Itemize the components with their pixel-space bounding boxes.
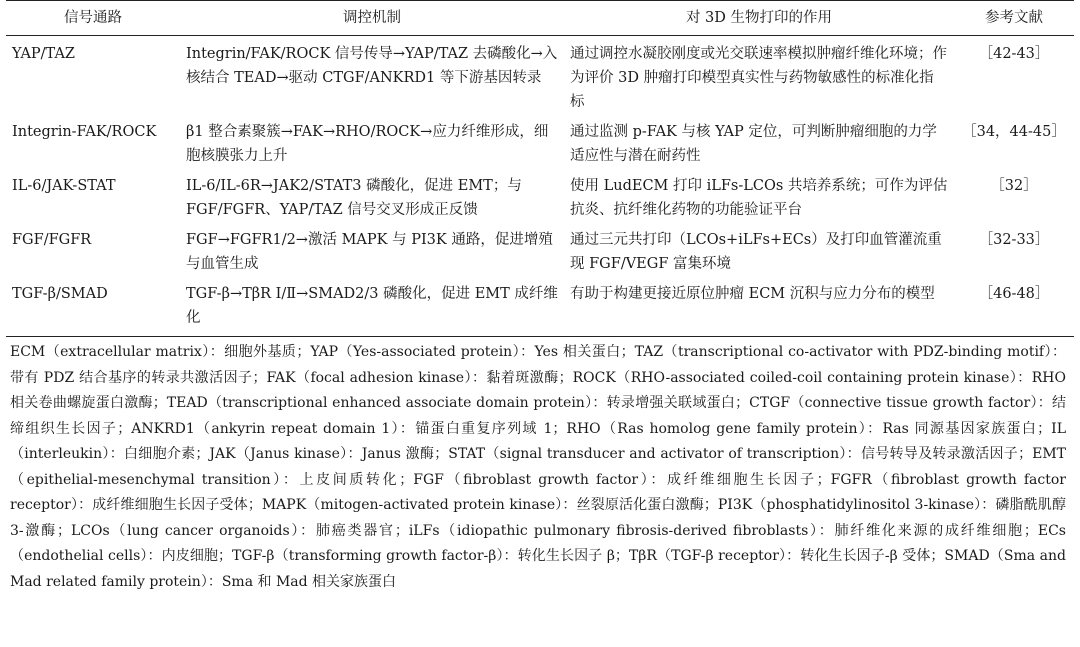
cell-mechanism: FGF→FGFR1/2→激活 MAPK 与 PI3K 通路，促进增殖与血管生成	[186, 232, 553, 272]
cell-references: ［34，44-45］	[962, 124, 1066, 140]
table-header	[6, 1, 1074, 36]
table-row	[6, 226, 1074, 280]
cell-pathway: FGF/FGFR	[12, 232, 92, 248]
header-role: 对 3D 生物打印的作用	[564, 1, 954, 36]
cell-pathway: Integrin-FAK/ROCK	[12, 124, 157, 140]
cell-mechanism: Integrin/FAK/ROCK 信号传导→YAP/TAZ 去磷酸化→入核结合 TEAD→驱动 CTGF/ANKRD1 等下游基因转录	[186, 46, 558, 86]
cell-role: 通过三元共打印（LCOs+iLFs+ECs）及打印血管灌流重现 FGF/VEGF 富集环境	[570, 232, 942, 272]
cell-references: ［46-48］	[954, 280, 1074, 337]
table-row	[6, 280, 1074, 337]
header-pathway: 信号通路	[6, 1, 180, 36]
table-row	[6, 118, 1074, 172]
cell-role: 有助于构建更接近原位肿瘤 ECM 沉积与应力分布的模型	[564, 280, 954, 337]
cell-mechanism: β1 整合素聚簇→FAK→RHO/ROCK→应力纤维形成，细胞核膜张力上升	[186, 124, 549, 164]
cell-role: 通过调控水凝胶刚度或光交联速率模拟肿瘤纤维化环境；作为评价 3D 肿瘤打印模型真实性与药物敏感性的标准化指标	[570, 46, 947, 110]
abbreviation-footnote: ECM（extracellular matrix）：细胞外基质；YAP（Yes-associated protein）：Yes 相关蛋白；TAZ（transcriptional co-activator with PDZ-binding motif）：带有 PDZ 结合基序的转录共激活因子；FAK（focal adhesion kinase）：黏着斑激酶；ROCK（RHO-associated coiled-coil containing protein kinase）：RHO 相关卷曲螺旋蛋白激酶；TEAD（transcriptional enhanced associate domain protein）：转录增强关联域蛋白；CTGF（connective tissue growth factor）：结缔组织生长因子；ANKRD1（ankyrin repeat domain 1）：锚蛋白重复序列域 1；RHO（Ras homolog gene family protein）：Ras 同源基因家族蛋白；IL（interleukin）：白细胞介素；JAK（Janus kinase）：Janus 激酶；STAT（signal transducer and activator of transcription）：信号转导及转录激活因子；EMT（epithelial-mesenchymal transition）：上皮间质转化；FGF（fibroblast growth factor）：成纤维细胞生长因子；FGFR（fibroblast growth factor receptor）：成纤维细胞生长因子受体；MAPK（mitogen-activated protein kinase）：丝裂原活化蛋白激酶；PI3K（phosphatidylinositol 3-kinase）：磷脂酰肌醇 3-激酶；LCOs（lung cancer organoids）：肺癌类器官；iLFs（idiopathic pulmonary fibrosis-derived fibroblasts）：肺纤维化来源的成纤维细胞；ECs（endothelial cells）：内皮细胞；TGF-β（transforming growth factor-β）：转化生长因子 β；TβR（TGF-β receptor）：转化生长因子-β 受体；SMAD（Sma and Mad related family protein）：Sma 和 Mad 相关家族蛋白	[10, 344, 1066, 590]
cell-role: 通过监测 p-FAK 与核 YAP 定位，可判断肿瘤细胞的力学适应性与潜在耐药性	[570, 124, 937, 164]
cell-mechanism: IL-6/IL-6R→JAK2/STAT3 磷酸化，促进 EMT；与 FGF/FGFR、YAP/TAZ 信号交叉形成正反馈	[186, 178, 522, 218]
signaling-pathway-table	[6, 0, 1074, 337]
header-references: 参考文献	[954, 1, 1074, 36]
table-row	[6, 172, 1074, 226]
cell-references: ［32］	[990, 178, 1038, 194]
header-mechanism: 调控机制	[180, 1, 564, 36]
cell-mechanism: TGF-β→TβR Ⅰ/Ⅱ→SMAD2/3 磷酸化，促进 EMT 成纤维化	[180, 280, 564, 337]
cell-role: 使用 LudECM 打印 iLFs-LCOs 共培养系统；可作为评估抗炎、抗纤维化药物的功能验证平台	[570, 178, 948, 218]
table-row	[6, 36, 1074, 119]
header-row	[6, 1, 1074, 36]
table-body	[6, 36, 1074, 337]
cell-pathway: TGF-β/SMAD	[6, 280, 180, 337]
cell-pathway: IL-6/JAK-STAT	[12, 178, 116, 194]
cell-references: ［42-43］	[978, 46, 1050, 62]
cell-pathway: YAP/TAZ	[12, 46, 75, 62]
cell-references: ［32-33］	[978, 232, 1050, 248]
